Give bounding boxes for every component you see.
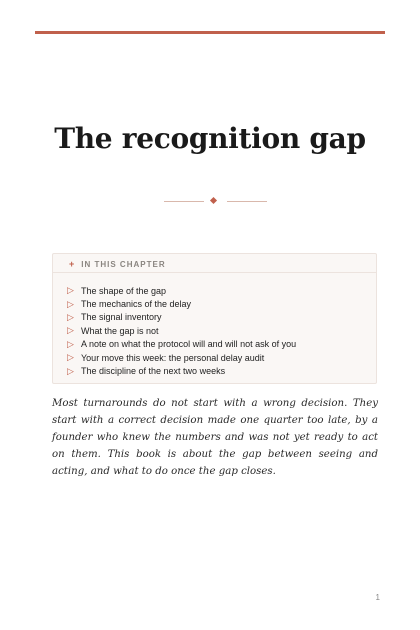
toc-item[interactable] [67,351,296,364]
triangle-right-icon: ▷ [67,325,74,336]
toc-item-label: The signal inventory [81,312,162,323]
triangle-right-icon: ▷ [67,352,74,363]
plus-icon: + [69,259,76,269]
toc-item[interactable] [67,284,296,297]
toc-item[interactable] [67,324,296,337]
triangle-right-icon: ▷ [67,311,74,322]
triangle-right-icon: ▷ [67,338,74,349]
triangle-right-icon: ▷ [67,365,74,376]
toc-item-label: Your move this week: the personal delay audit [81,352,265,363]
diamond-icon [210,197,217,204]
triangle-right-icon: ▷ [67,285,74,296]
toc-item-label: The mechanics of the delay [81,299,192,310]
chapter-contents-list [67,284,296,378]
toc-item[interactable] [67,311,296,324]
toc-item-label: The shape of the gap [81,285,167,296]
triangle-right-icon: ▷ [67,298,74,309]
title-ornament [0,196,420,208]
chapter-contents-box [52,253,377,384]
chapter-contents-heading [69,259,166,269]
toc-item[interactable] [67,338,296,351]
ornament-line-right [227,201,267,202]
toc-item-label: What the gap is not [81,325,159,336]
page-number: 1 [375,593,380,602]
chapter-title: The recognition gap [54,122,366,155]
toc-item-label: A note on what the protocol will and will not ask of you [81,339,297,350]
intro-paragraph: Most turnarounds do not start with a wrong decision. They start with a correct decision made one quarter too late, by a founder who knew the numbers and was not yet ready to act on them. This book is about the gap between seeing and acting, and what to do once the gap closes. [52,398,378,477]
top-rule [35,31,385,34]
chapter-contents-divider [53,272,376,273]
ornament-line-left [164,201,204,202]
toc-item-label: The discipline of the next two weeks [81,366,226,377]
toc-item[interactable] [67,297,296,310]
chapter-contents-heading-label: IN THIS CHAPTER [81,259,166,269]
toc-item[interactable] [67,364,296,377]
